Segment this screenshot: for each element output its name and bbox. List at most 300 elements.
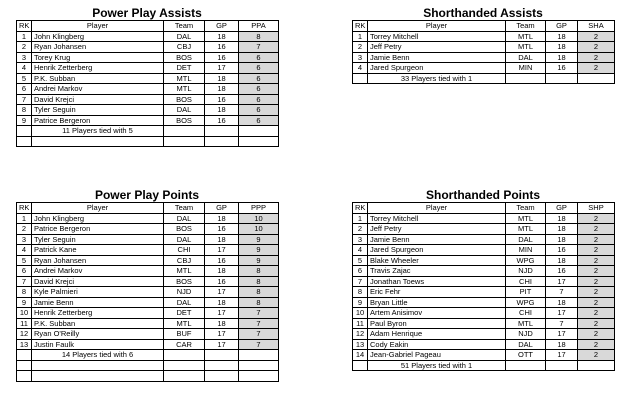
ppa-section — [16, 6, 278, 147]
sha-cell-gp: 16 — [546, 63, 578, 74]
table-row — [353, 276, 615, 287]
ppp-cell-gp: 18 — [205, 297, 239, 308]
shp-cell-gp: 7 — [546, 318, 578, 329]
ppp-cell-gp: 17 — [205, 339, 239, 350]
ppa-blank-cell — [17, 136, 32, 147]
ppa-cell-rank: 7 — [17, 94, 32, 105]
ppa-cell-rank: 5 — [17, 73, 32, 84]
table-row — [353, 339, 615, 350]
ppa-cell-team: DAL — [164, 105, 205, 116]
shp-cell-stat: 2 — [578, 213, 615, 224]
ppp-footer-spacer — [205, 350, 239, 361]
ppp-cell-player: Andrei Markov — [32, 266, 164, 277]
ppa-cell-stat: 6 — [239, 73, 279, 84]
ppa-cell-player: Tyler Seguin — [32, 105, 164, 116]
shp-cell-rank: 14 — [353, 350, 368, 361]
shp-cell-gp: 18 — [546, 297, 578, 308]
ppa-cell-team: BOS — [164, 115, 205, 126]
ppa-footer-spacer — [164, 126, 205, 137]
shp-cell-player: Cody Eakin — [368, 339, 506, 350]
ppa-cell-team: MTL — [164, 84, 205, 95]
ppp-header-cell: PPP — [239, 203, 279, 214]
ppp-cell-gp: 18 — [205, 318, 239, 329]
sha-cell-player: Jared Spurgeon — [368, 63, 506, 74]
shp-header-cell: SHP — [578, 203, 615, 214]
ppp-blank-cell — [17, 371, 32, 382]
table-row — [17, 339, 279, 350]
table-row — [353, 234, 615, 245]
ppa-cell-rank: 3 — [17, 52, 32, 63]
sha-header-cell: Player — [368, 21, 506, 32]
sha-cell-rank: 3 — [353, 52, 368, 63]
table-row — [17, 73, 279, 84]
sha-cell-rank: 2 — [353, 42, 368, 53]
ppp-cell-team: MTL — [164, 318, 205, 329]
ppp-cell-gp: 16 — [205, 255, 239, 266]
ppp-cell-gp: 17 — [205, 308, 239, 319]
shp-cell-gp: 16 — [546, 245, 578, 256]
ppa-cell-gp: 18 — [205, 84, 239, 95]
table-row — [17, 266, 279, 277]
sha-cell-rank: 1 — [353, 31, 368, 42]
sha-cell-team: MTL — [506, 31, 546, 42]
ppa-cell-player: Ryan Johansen — [32, 42, 164, 53]
shp-header-cell: Team — [506, 203, 546, 214]
sha-section — [352, 6, 614, 84]
shp-cell-rank: 11 — [353, 318, 368, 329]
ppp-cell-rank: 3 — [17, 234, 32, 245]
ppp-cell-rank: 2 — [17, 224, 32, 235]
ppp-cell-gp: 17 — [205, 329, 239, 340]
shp-cell-gp: 18 — [546, 255, 578, 266]
sha-cell-stat: 2 — [578, 63, 615, 74]
ppa-cell-rank: 4 — [17, 63, 32, 74]
ppa-cell-team: CBJ — [164, 42, 205, 53]
ppp-cell-gp: 16 — [205, 276, 239, 287]
shp-cell-rank: 3 — [353, 234, 368, 245]
ppp-cell-stat: 8 — [239, 266, 279, 277]
table-row — [17, 42, 279, 53]
table-row — [353, 350, 615, 361]
ppa-cell-stat: 6 — [239, 115, 279, 126]
table-row — [17, 94, 279, 105]
table-row — [353, 329, 615, 340]
ppp-cell-stat: 7 — [239, 339, 279, 350]
ppp-blank-cell — [32, 360, 164, 371]
shp-cell-team: CHI — [506, 276, 546, 287]
sha-cell-team: DAL — [506, 52, 546, 63]
table-row — [17, 84, 279, 95]
ppp-blank-row — [17, 371, 279, 382]
ppp-cell-rank: 6 — [17, 266, 32, 277]
ppa-cell-player: David Krejci — [32, 94, 164, 105]
shp-cell-gp: 17 — [546, 276, 578, 287]
ppp-cell-stat: 7 — [239, 308, 279, 319]
ppa-title: Power Play Assists — [92, 6, 202, 20]
shp-title: Shorthanded Points — [426, 188, 540, 202]
ppp-cell-player: Ryan O'Reilly — [32, 329, 164, 340]
shp-cell-stat: 2 — [578, 329, 615, 340]
shp-footer-row — [353, 360, 615, 371]
table-row — [17, 213, 279, 224]
ppa-blank-cell — [32, 136, 164, 147]
ppa-cell-team: DAL — [164, 31, 205, 42]
sha-footer-spacer — [353, 73, 368, 84]
ppp-cell-rank: 11 — [17, 318, 32, 329]
sha-footer-spacer — [578, 73, 615, 84]
ppa-table — [16, 20, 279, 147]
shp-cell-stat: 2 — [578, 224, 615, 235]
shp-cell-team: WPG — [506, 255, 546, 266]
sha-cell-player: Torrey Mitchell — [368, 31, 506, 42]
ppa-cell-gp: 18 — [205, 73, 239, 84]
ppa-cell-player: P.K. Subban — [32, 73, 164, 84]
shp-cell-team: OTT — [506, 350, 546, 361]
table-row — [353, 42, 615, 53]
shp-cell-stat: 2 — [578, 297, 615, 308]
ppp-blank-cell — [164, 360, 205, 371]
shp-cell-team: NJD — [506, 266, 546, 277]
shp-cell-player: Torrey Mitchell — [368, 213, 506, 224]
shp-cell-rank: 5 — [353, 255, 368, 266]
ppa-cell-player: Andrei Markov — [32, 84, 164, 95]
shp-cell-stat: 2 — [578, 234, 615, 245]
shp-cell-stat: 2 — [578, 255, 615, 266]
shp-cell-gp: 17 — [546, 329, 578, 340]
ppa-footer-spacer — [17, 126, 32, 137]
ppp-blank-cell — [32, 371, 164, 382]
ppp-cell-player: David Krejci — [32, 276, 164, 287]
shp-cell-player: Adam Henrique — [368, 329, 506, 340]
sha-cell-gp: 18 — [546, 42, 578, 53]
ppa-cell-stat: 7 — [239, 42, 279, 53]
ppa-cell-stat: 6 — [239, 105, 279, 116]
shp-cell-rank: 12 — [353, 329, 368, 340]
ppa-cell-gp: 17 — [205, 63, 239, 74]
ppa-header-cell: Player — [32, 21, 164, 32]
table-row — [17, 105, 279, 116]
ppa-cell-stat: 6 — [239, 52, 279, 63]
ppa-cell-rank: 6 — [17, 84, 32, 95]
shp-cell-player: Artem Anisimov — [368, 308, 506, 319]
ppa-cell-rank: 2 — [17, 42, 32, 53]
shp-cell-player: Travis Zajac — [368, 266, 506, 277]
ppp-cell-stat: 7 — [239, 318, 279, 329]
table-row — [353, 213, 615, 224]
ppp-cell-player: Jamie Benn — [32, 297, 164, 308]
ppp-cell-team: DAL — [164, 213, 205, 224]
ppp-cell-stat: 9 — [239, 245, 279, 256]
ppp-cell-rank: 4 — [17, 245, 32, 256]
sha-cell-gp: 18 — [546, 31, 578, 42]
table-row — [353, 31, 615, 42]
table-row — [17, 245, 279, 256]
ppa-cell-gp: 18 — [205, 31, 239, 42]
table-row — [17, 224, 279, 235]
ppp-cell-rank: 10 — [17, 308, 32, 319]
sha-cell-stat: 2 — [578, 42, 615, 53]
sha-cell-rank: 4 — [353, 63, 368, 74]
ppp-header-cell: GP — [205, 203, 239, 214]
ppp-cell-gp: 17 — [205, 245, 239, 256]
ppp-cell-stat: 9 — [239, 234, 279, 245]
ppp-cell-player: Tyler Seguin — [32, 234, 164, 245]
ppa-header-cell: RK — [17, 21, 32, 32]
shp-cell-gp: 17 — [546, 350, 578, 361]
ppp-cell-player: P.K. Subban — [32, 318, 164, 329]
ppa-cell-gp: 16 — [205, 115, 239, 126]
shp-cell-stat: 2 — [578, 276, 615, 287]
ppa-cell-player: Torey Krug — [32, 52, 164, 63]
ppa-blank-cell — [239, 136, 279, 147]
shp-cell-rank: 8 — [353, 287, 368, 298]
ppp-cell-rank: 9 — [17, 297, 32, 308]
ppp-cell-player: Henrik Zetterberg — [32, 308, 164, 319]
ppp-header-row — [17, 203, 279, 214]
shp-footer-spacer — [506, 360, 546, 371]
shp-cell-gp: 18 — [546, 213, 578, 224]
table-row — [17, 255, 279, 266]
ppa-cell-rank: 1 — [17, 31, 32, 42]
shp-cell-rank: 4 — [353, 245, 368, 256]
ppp-cell-stat: 8 — [239, 287, 279, 298]
ppp-blank-cell — [239, 371, 279, 382]
ppp-cell-gp: 18 — [205, 234, 239, 245]
ppp-cell-stat: 9 — [239, 255, 279, 266]
ppp-footer-text: 14 Players tied with 6 — [32, 350, 164, 361]
sha-table — [352, 20, 615, 84]
ppp-cell-team: NJD — [164, 287, 205, 298]
shp-cell-stat: 2 — [578, 308, 615, 319]
shp-cell-player: Jamie Benn — [368, 234, 506, 245]
table-row — [17, 287, 279, 298]
shp-cell-player: Jean-Gabriel Pageau — [368, 350, 506, 361]
ppp-cell-team: BUF — [164, 329, 205, 340]
shp-cell-team: CHI — [506, 308, 546, 319]
shp-cell-player: Bryan Little — [368, 297, 506, 308]
shp-cell-team: NJD — [506, 329, 546, 340]
ppp-cell-rank: 13 — [17, 339, 32, 350]
ppa-header-row — [17, 21, 279, 32]
ppp-cell-stat: 10 — [239, 224, 279, 235]
shp-cell-team: DAL — [506, 234, 546, 245]
shp-cell-player: Jonathan Toews — [368, 276, 506, 287]
table-row — [353, 245, 615, 256]
ppp-cell-team: MTL — [164, 266, 205, 277]
ppp-header-cell: RK — [17, 203, 32, 214]
sha-cell-stat: 2 — [578, 52, 615, 63]
ppp-cell-stat: 10 — [239, 213, 279, 224]
ppa-footer-row — [17, 126, 279, 137]
sha-header-cell: SHA — [578, 21, 615, 32]
table-row — [17, 234, 279, 245]
ppa-cell-stat: 6 — [239, 63, 279, 74]
shp-cell-gp: 16 — [546, 266, 578, 277]
ppp-cell-gp: 16 — [205, 224, 239, 235]
table-row — [353, 63, 615, 74]
shp-cell-gp: 18 — [546, 224, 578, 235]
ppp-footer-spacer — [164, 350, 205, 361]
ppa-cell-team: MTL — [164, 73, 205, 84]
sha-cell-stat: 2 — [578, 31, 615, 42]
table-row — [17, 115, 279, 126]
sha-title: Shorthanded Assists — [423, 6, 543, 20]
sha-header-cell: GP — [546, 21, 578, 32]
ppp-cell-team: DAL — [164, 297, 205, 308]
sha-header-cell: RK — [353, 21, 368, 32]
ppa-cell-team: BOS — [164, 94, 205, 105]
ppp-table — [16, 202, 279, 382]
ppp-cell-stat: 8 — [239, 276, 279, 287]
ppp-section — [16, 188, 278, 382]
shp-cell-player: Jeff Petry — [368, 224, 506, 235]
ppp-blank-cell — [17, 360, 32, 371]
ppa-header-cell: Team — [164, 21, 205, 32]
sha-header-cell: Team — [506, 21, 546, 32]
shp-header-cell: GP — [546, 203, 578, 214]
shp-cell-team: DAL — [506, 339, 546, 350]
ppp-header-cell: Player — [32, 203, 164, 214]
ppa-cell-gp: 18 — [205, 105, 239, 116]
table-row — [353, 224, 615, 235]
table-row — [17, 52, 279, 63]
ppp-cell-rank: 1 — [17, 213, 32, 224]
shp-cell-gp: 17 — [546, 308, 578, 319]
sha-cell-player: Jeff Petry — [368, 42, 506, 53]
ppp-cell-team: BOS — [164, 276, 205, 287]
shp-cell-rank: 9 — [353, 297, 368, 308]
shp-cell-stat: 2 — [578, 266, 615, 277]
shp-cell-team: WPG — [506, 297, 546, 308]
shp-cell-player: Blake Wheeler — [368, 255, 506, 266]
ppp-cell-rank: 7 — [17, 276, 32, 287]
ppp-footer-spacer — [239, 350, 279, 361]
shp-cell-player: Jared Spurgeon — [368, 245, 506, 256]
sha-cell-team: MIN — [506, 63, 546, 74]
table-row — [353, 287, 615, 298]
sha-footer-text: 33 Players tied with 1 — [368, 73, 506, 84]
shp-section — [352, 188, 614, 371]
shp-footer-spacer — [546, 360, 578, 371]
ppp-cell-rank: 12 — [17, 329, 32, 340]
ppa-cell-team: DET — [164, 63, 205, 74]
ppa-cell-gp: 16 — [205, 42, 239, 53]
sha-footer-row — [353, 73, 615, 84]
shp-header-cell: Player — [368, 203, 506, 214]
shp-cell-stat: 2 — [578, 318, 615, 329]
ppa-blank-cell — [164, 136, 205, 147]
table-row — [353, 308, 615, 319]
sha-footer-spacer — [506, 73, 546, 84]
ppa-header-cell: PPA — [239, 21, 279, 32]
table-row — [17, 297, 279, 308]
ppp-cell-rank: 5 — [17, 255, 32, 266]
shp-cell-gp: 7 — [546, 287, 578, 298]
ppp-cell-stat: 7 — [239, 329, 279, 340]
ppp-cell-rank: 8 — [17, 287, 32, 298]
ppa-header-cell: GP — [205, 21, 239, 32]
ppa-cell-stat: 6 — [239, 84, 279, 95]
table-row — [353, 297, 615, 308]
ppa-blank-cell — [205, 136, 239, 147]
ppp-cell-stat: 8 — [239, 297, 279, 308]
ppa-footer-text: 11 Players tied with 5 — [32, 126, 164, 137]
ppp-cell-gp: 18 — [205, 266, 239, 277]
sha-cell-team: MTL — [506, 42, 546, 53]
shp-cell-rank: 7 — [353, 276, 368, 287]
ppa-cell-player: Henrik Zetterberg — [32, 63, 164, 74]
table-row — [353, 266, 615, 277]
ppp-footer-spacer — [17, 350, 32, 361]
shp-cell-stat: 2 — [578, 245, 615, 256]
shp-table — [352, 202, 615, 371]
shp-cell-stat: 2 — [578, 339, 615, 350]
sha-footer-spacer — [546, 73, 578, 84]
table-row — [17, 31, 279, 42]
ppp-cell-player: John Klingberg — [32, 213, 164, 224]
ppp-cell-team: BOS — [164, 224, 205, 235]
ppp-blank-cell — [205, 360, 239, 371]
ppp-cell-gp: 17 — [205, 287, 239, 298]
ppp-blank-row — [17, 360, 279, 371]
shp-cell-rank: 1 — [353, 213, 368, 224]
ppp-cell-team: DET — [164, 308, 205, 319]
ppp-blank-cell — [164, 371, 205, 382]
shp-cell-rank: 6 — [353, 266, 368, 277]
ppa-cell-gp: 16 — [205, 52, 239, 63]
ppp-cell-player: Ryan Johansen — [32, 255, 164, 266]
shp-cell-rank: 2 — [353, 224, 368, 235]
shp-cell-stat: 2 — [578, 287, 615, 298]
ppa-footer-spacer — [239, 126, 279, 137]
ppp-cell-player: Kyle Palmieri — [32, 287, 164, 298]
ppp-cell-team: CBJ — [164, 255, 205, 266]
ppp-cell-player: Patrice Bergeron — [32, 224, 164, 235]
table-row — [353, 255, 615, 266]
shp-header-cell: RK — [353, 203, 368, 214]
ppa-cell-rank: 8 — [17, 105, 32, 116]
shp-footer-spacer — [353, 360, 368, 371]
table-row — [353, 52, 615, 63]
shp-cell-player: Paul Byron — [368, 318, 506, 329]
ppa-cell-stat: 8 — [239, 31, 279, 42]
sha-cell-gp: 18 — [546, 52, 578, 63]
ppa-cell-stat: 6 — [239, 94, 279, 105]
shp-cell-rank: 10 — [353, 308, 368, 319]
table-row — [17, 318, 279, 329]
shp-cell-player: Eric Fehr — [368, 287, 506, 298]
table-row — [17, 276, 279, 287]
shp-cell-team: MTL — [506, 213, 546, 224]
table-row — [17, 63, 279, 74]
ppp-cell-team: CAR — [164, 339, 205, 350]
shp-footer-spacer — [578, 360, 615, 371]
sha-header-row — [353, 21, 615, 32]
shp-footer-text: 51 Players tied with 1 — [368, 360, 506, 371]
ppp-title: Power Play Points — [94, 188, 200, 202]
ppa-cell-team: BOS — [164, 52, 205, 63]
shp-cell-rank: 13 — [353, 339, 368, 350]
sha-cell-player: Jamie Benn — [368, 52, 506, 63]
ppa-cell-gp: 16 — [205, 94, 239, 105]
ppa-cell-rank: 9 — [17, 115, 32, 126]
ppp-blank-cell — [239, 360, 279, 371]
table-row — [17, 329, 279, 340]
ppp-cell-team: CHI — [164, 245, 205, 256]
shp-header-row — [353, 203, 615, 214]
ppp-cell-player: Patrick Kane — [32, 245, 164, 256]
ppa-footer-spacer — [205, 126, 239, 137]
